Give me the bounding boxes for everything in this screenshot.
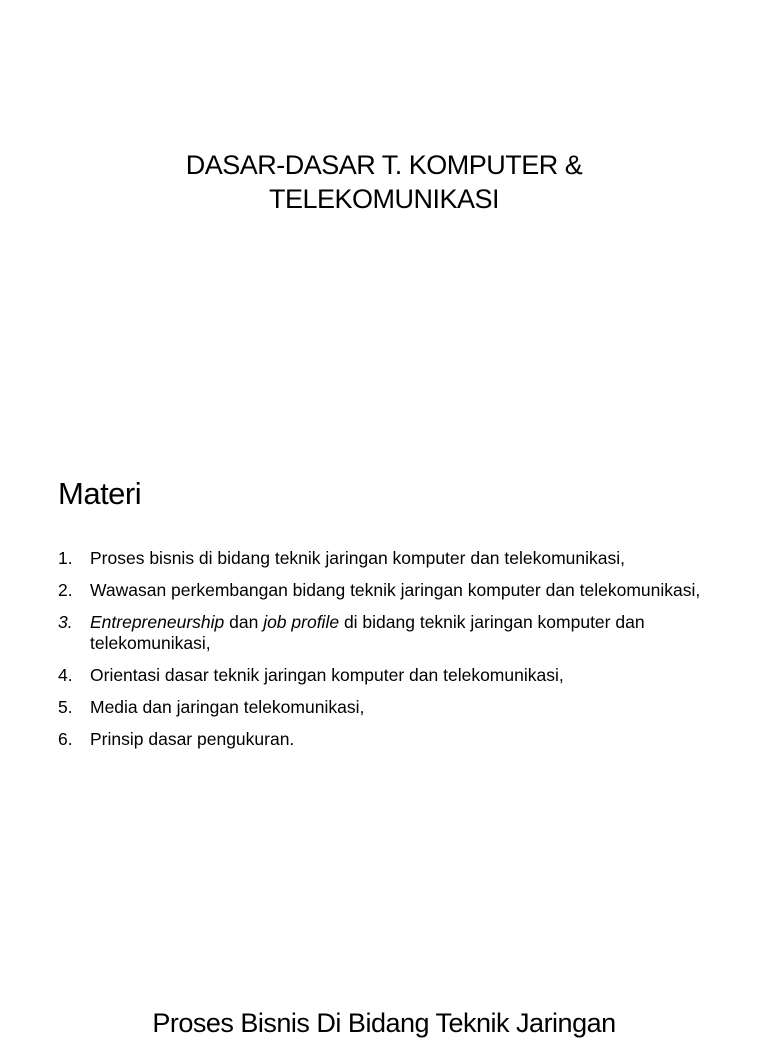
list-item-number: 4. bbox=[58, 665, 73, 685]
list-item-number: 3. bbox=[58, 612, 73, 632]
list-item-text: Proses bisnis di bidang teknik jaringan komputer dan telekomunikasi, bbox=[90, 548, 626, 568]
list-item bbox=[58, 548, 738, 569]
list-item-text-mid: dan bbox=[224, 612, 264, 632]
list-item bbox=[58, 665, 738, 686]
slide-title-line-1: DASAR-DASAR T. KOMPUTER & bbox=[185, 150, 583, 180]
list-item bbox=[58, 729, 738, 750]
list-item bbox=[58, 697, 738, 718]
list-item-number: 2. bbox=[58, 580, 73, 600]
list-item-text-rest: di bidang teknik jaringan komputer dan telekomunikasi, bbox=[90, 612, 645, 653]
list-item-text: Media dan jaringan telekomunikasi, bbox=[90, 697, 365, 717]
list-item bbox=[58, 580, 738, 601]
materi-heading: Materi bbox=[58, 476, 142, 511]
list-item-number: 6. bbox=[58, 729, 73, 749]
list-item-number: 5. bbox=[58, 697, 73, 717]
list-item-text: Orientasi dasar teknik jaringan komputer dan telekomunikasi, bbox=[90, 665, 564, 685]
materi-list bbox=[58, 548, 738, 761]
slide-title bbox=[0, 148, 768, 216]
next-slide-title: Proses Bisnis Di Bidang Teknik Jaringan bbox=[152, 1008, 616, 1038]
materi-slide bbox=[0, 432, 768, 864]
next-slide-partial bbox=[0, 864, 768, 1038]
emphasis-job-profile: job profile bbox=[263, 612, 340, 632]
list-item-text: Wawasan perkembangan bidang teknik jaringan komputer dan telekomunikasi, bbox=[90, 580, 701, 600]
emphasis-entrepreneurship: Entrepreneurship bbox=[90, 612, 225, 632]
list-item-text: Prinsip dasar pengukuran. bbox=[90, 729, 295, 749]
title-slide bbox=[0, 0, 768, 432]
list-item-number: 1. bbox=[58, 548, 73, 568]
list-item-text bbox=[90, 612, 645, 653]
slide-title-line-2: TELEKOMUNIKASI bbox=[268, 184, 500, 214]
list-item bbox=[58, 612, 738, 654]
